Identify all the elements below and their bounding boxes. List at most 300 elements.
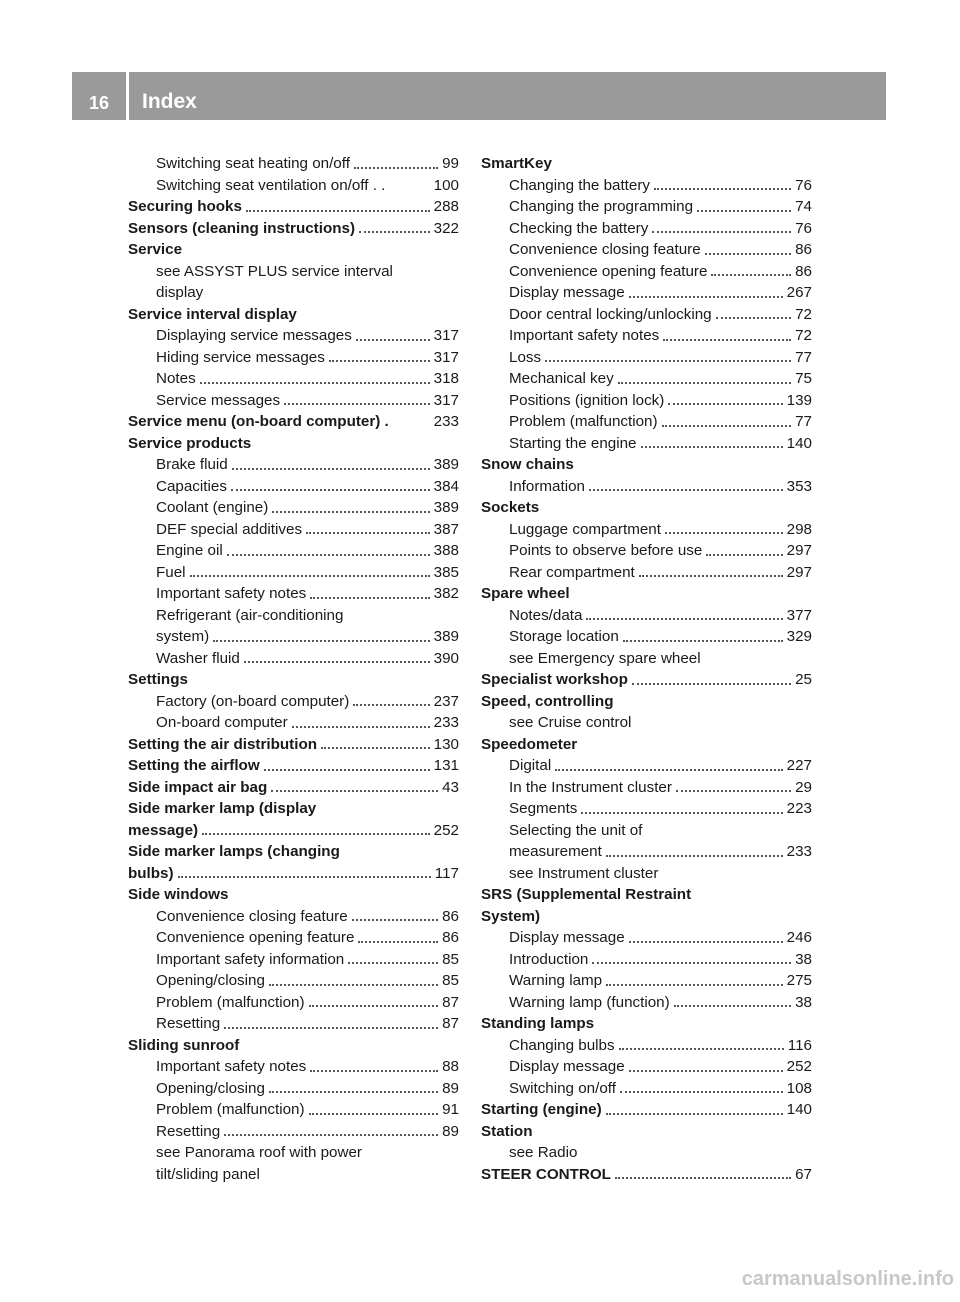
page-reference: 76 <box>795 219 812 237</box>
page-reference: 389 <box>433 628 459 645</box>
dot-leader <box>353 704 429 706</box>
index-entry <box>128 863 459 885</box>
entry-text: Opening/closing <box>156 972 265 989</box>
page-reference: 139 <box>786 391 812 409</box>
dot-leader <box>592 962 791 964</box>
entry-text: system) <box>156 628 210 645</box>
dot-leader <box>292 726 430 728</box>
dot-leader <box>632 683 791 685</box>
entry-text: Segments <box>509 800 578 817</box>
page-reference: 117 <box>434 864 459 882</box>
index-subentry <box>481 970 812 992</box>
index-entry <box>128 734 459 756</box>
index-subentry <box>128 1142 459 1164</box>
entry-text: Factory (on-board computer) <box>156 692 350 710</box>
entry-text: Changing the battery <box>509 176 651 194</box>
index-subentry <box>481 325 812 347</box>
index-entry <box>128 777 459 799</box>
header-divider <box>126 72 129 120</box>
page-reference: 317 <box>433 348 459 366</box>
entry-text: Convenience opening feature <box>509 262 708 280</box>
entry-text: Warning lamp <box>509 972 603 989</box>
page-reference: 72 <box>795 305 812 323</box>
page-reference: 85 <box>442 972 459 989</box>
index-entry <box>128 196 459 218</box>
entry-text: Washer fluid <box>156 649 240 667</box>
index-subentry <box>481 863 812 885</box>
index-subentry <box>128 175 459 197</box>
index-subentry <box>481 476 812 498</box>
entry-text: STEER CONTROL <box>481 1165 611 1183</box>
index-subentry <box>481 820 812 842</box>
index-entry <box>128 1035 459 1057</box>
entry-text: see Emergency spare wheel <box>509 649 701 667</box>
index-subentry <box>481 1078 812 1100</box>
index-subentry <box>481 1056 812 1078</box>
entry-text: see Instrument cluster <box>509 864 659 882</box>
entry-text: Coolant (engine) <box>156 499 269 516</box>
dot-leader <box>705 253 791 255</box>
entry-text: Switching seat ventilation on/off . . <box>156 176 386 194</box>
entry-text: Important safety notes <box>509 327 660 344</box>
page-reference: 297 <box>786 542 812 559</box>
dot-leader <box>620 1091 783 1093</box>
index-entry <box>481 1013 812 1035</box>
entry-text: Switching seat heating on/off <box>156 155 350 172</box>
entry-text: Checking the battery <box>509 219 649 237</box>
entry-text: In the Instrument cluster <box>509 778 672 796</box>
entry-text: bulbs) <box>128 864 174 882</box>
page-reference: 275 <box>786 972 812 989</box>
entry-text: Resetting <box>156 1015 221 1032</box>
index-entry <box>128 755 459 777</box>
page-reference: 74 <box>795 198 812 215</box>
entry-text: SmartKey <box>481 155 552 172</box>
dot-leader <box>665 532 783 534</box>
dot-leader <box>674 1005 791 1007</box>
entry-text: Specialist workshop <box>481 671 628 688</box>
entry-text: Information <box>509 477 585 495</box>
dot-leader <box>202 833 430 835</box>
index-entry <box>481 1099 812 1121</box>
index-entry <box>128 669 459 691</box>
dot-leader <box>629 296 783 298</box>
entry-text: measurement <box>509 843 602 860</box>
index-entry <box>481 454 812 476</box>
dot-leader <box>652 231 791 233</box>
page-reference: 317 <box>433 391 459 409</box>
index-subentry <box>481 927 812 949</box>
entry-text: SRS (Supplemental Restraint <box>481 886 692 903</box>
page-reference: 100 <box>433 176 459 194</box>
dot-leader <box>358 941 438 943</box>
entry-text: DEF special additives <box>156 520 303 538</box>
entry-text: Standing lamps <box>481 1015 595 1032</box>
index-subentry <box>128 368 459 390</box>
page-reference: 86 <box>795 241 812 258</box>
page-reference: 140 <box>786 1101 812 1118</box>
index-entry <box>128 304 459 326</box>
index-subentry <box>481 949 812 971</box>
entry-text: Station <box>481 1122 533 1140</box>
page-reference: 389 <box>433 499 459 516</box>
entry-text: Switching on/off <box>509 1079 616 1097</box>
entry-text: Engine oil <box>156 542 223 559</box>
index-subentry <box>128 691 459 713</box>
dot-leader <box>348 962 438 964</box>
index-entry <box>128 433 459 455</box>
index-subentry <box>128 927 459 949</box>
entry-text: Settings <box>128 671 188 688</box>
page-reference: 298 <box>786 520 812 538</box>
index-subentry <box>481 626 812 648</box>
entry-text: see ASSYST PLUS service interval <box>156 262 393 280</box>
entry-text: Problem (malfunction) <box>509 413 658 430</box>
dot-leader <box>615 1177 791 1179</box>
page-reference: 385 <box>433 563 459 581</box>
dot-leader <box>618 382 791 384</box>
page-reference: 297 <box>786 563 812 581</box>
dot-leader <box>264 769 430 771</box>
index-subentry <box>481 347 812 369</box>
index-subentry <box>481 777 812 799</box>
index-subentry <box>481 712 812 734</box>
entry-text: Important safety information <box>156 950 345 968</box>
page-reference: 233 <box>433 413 459 430</box>
entry-text: Securing hooks <box>128 198 242 215</box>
dot-leader <box>354 167 438 169</box>
index-subentry <box>481 218 812 240</box>
index-subentry <box>128 347 459 369</box>
index-entry <box>481 583 812 605</box>
dot-leader <box>246 210 430 212</box>
entry-text: Display message <box>509 1058 625 1075</box>
entry-text: Door central locking/unlocking <box>509 305 712 323</box>
entry-text: On-board computer <box>156 714 288 731</box>
index-subentry <box>128 970 459 992</box>
entry-text: Spare wheel <box>481 585 570 602</box>
dot-leader <box>662 425 792 427</box>
entry-text: Storage location <box>509 628 619 645</box>
index-entry <box>128 218 459 240</box>
dot-leader <box>716 317 791 319</box>
index-subentry <box>481 562 812 584</box>
entry-text: Speed, controlling <box>481 692 614 710</box>
entry-text: Side marker lamps (changing <box>128 843 340 860</box>
entry-text: Service messages <box>156 391 281 409</box>
index-column-right <box>481 153 812 1185</box>
dot-leader <box>269 984 438 986</box>
entry-text: Fuel <box>156 563 186 581</box>
entry-text: Sockets <box>481 499 540 516</box>
entry-text: Display message <box>509 284 625 301</box>
entry-text: Hiding service messages <box>156 348 325 366</box>
dot-leader <box>178 876 431 878</box>
entry-text: Convenience opening feature <box>156 929 355 946</box>
page-reference: 86 <box>442 907 459 925</box>
page-reference: 29 <box>795 778 812 796</box>
index-column-left <box>128 153 459 1185</box>
index-entry <box>481 669 812 691</box>
page-reference: 131 <box>433 757 459 774</box>
index-subentry <box>481 992 812 1014</box>
entry-text: Service menu (on-board computer) . <box>128 413 389 430</box>
dot-leader <box>224 1027 438 1029</box>
index-subentry <box>481 411 812 433</box>
index-subentry <box>128 1013 459 1035</box>
index-subentry <box>128 325 459 347</box>
index-entry <box>481 906 812 928</box>
page-reference: 77 <box>795 348 812 366</box>
watermark: carmanualsonline.info <box>741 1268 954 1290</box>
page-reference: 267 <box>786 284 812 301</box>
page-reference: 384 <box>433 477 459 495</box>
dot-leader <box>641 446 783 448</box>
index-subentry <box>128 282 459 304</box>
page-reference: 25 <box>795 671 812 688</box>
page-reference: 233 <box>786 843 812 860</box>
dot-leader <box>629 1070 783 1072</box>
entry-text: Points to observe before use <box>509 542 703 559</box>
index-subentry <box>128 648 459 670</box>
page-reference: 108 <box>786 1079 812 1097</box>
entry-text: see Radio <box>509 1144 578 1161</box>
index-entry <box>128 411 459 433</box>
index-subentry <box>128 992 459 1014</box>
page-reference: 76 <box>795 176 812 194</box>
index-subentry <box>481 261 812 283</box>
index-entry <box>128 841 459 863</box>
page-reference: 75 <box>795 370 812 387</box>
dot-leader <box>606 1113 783 1115</box>
index-subentry <box>128 906 459 928</box>
index-entry <box>128 239 459 261</box>
dot-leader <box>190 575 430 577</box>
entry-text: Loss <box>509 348 542 366</box>
entry-text: Changing the programming <box>509 198 694 215</box>
page-reference: 87 <box>442 993 459 1011</box>
index-subentry <box>481 798 812 820</box>
entry-text: Displaying service messages <box>156 327 352 344</box>
dot-leader <box>629 941 783 943</box>
index-subentry <box>128 390 459 412</box>
entry-text: Starting the engine <box>509 434 637 452</box>
dot-leader <box>555 769 782 771</box>
entry-text: Refrigerant (air-conditioning <box>156 606 344 624</box>
dot-leader <box>213 640 430 642</box>
page-reference: 329 <box>786 628 812 645</box>
entry-text: Luggage compartment <box>509 520 661 538</box>
index-subentry <box>128 153 459 175</box>
page-reference: 86 <box>442 929 459 946</box>
page-reference: 43 <box>442 778 459 796</box>
page-reference: 288 <box>433 198 459 215</box>
index-subentry <box>481 304 812 326</box>
entry-text: Setting the airflow <box>128 757 260 774</box>
entry-text: Display message <box>509 929 625 946</box>
dot-leader <box>271 790 438 792</box>
dot-leader <box>654 188 791 190</box>
entry-text: Sensors (cleaning instructions) <box>128 219 356 237</box>
entry-text: Service products <box>128 434 252 452</box>
entry-text: Introduction <box>509 950 589 968</box>
index-subentry <box>481 755 812 777</box>
entry-text: Starting (engine) <box>481 1101 602 1118</box>
entry-text: Side windows <box>128 886 229 903</box>
page-reference: 233 <box>433 714 459 731</box>
dot-leader <box>639 575 783 577</box>
index-subentry <box>481 282 812 304</box>
index-subentry <box>481 239 812 261</box>
dot-leader <box>356 339 430 341</box>
index-entry <box>481 734 812 756</box>
entry-text: see Cruise control <box>509 714 632 731</box>
entry-text: Problem (malfunction) <box>156 1101 305 1118</box>
page-reference: 77 <box>795 413 812 430</box>
index-entry <box>481 497 812 519</box>
entry-text: Side impact air bag <box>128 778 268 796</box>
dot-leader <box>581 812 782 814</box>
dot-leader <box>668 403 782 405</box>
index-entry <box>128 820 459 842</box>
page-reference: 389 <box>433 456 459 473</box>
index-subentry <box>128 712 459 734</box>
index-subentry <box>481 1142 812 1164</box>
index-entry <box>128 884 459 906</box>
page-reference: 88 <box>442 1058 459 1075</box>
page-reference: 67 <box>795 1165 812 1183</box>
entry-text: Important safety notes <box>156 1058 307 1075</box>
page-reference: 38 <box>795 950 812 968</box>
page-reference: 223 <box>786 800 812 817</box>
index-subentry <box>128 1121 459 1143</box>
index-subentry <box>128 497 459 519</box>
dot-leader <box>284 403 430 405</box>
page-reference: 72 <box>795 327 812 344</box>
index-subentry <box>128 949 459 971</box>
entry-text: System) <box>481 907 541 925</box>
entry-text: Side marker lamp (display <box>128 800 317 817</box>
dot-leader <box>606 855 783 857</box>
entry-text: Convenience closing feature <box>156 907 348 925</box>
index-entry <box>481 884 812 906</box>
dot-leader <box>676 790 791 792</box>
index-subentry <box>128 626 459 648</box>
index-entry <box>481 1121 812 1143</box>
dot-leader <box>231 489 430 491</box>
index-subentry <box>128 476 459 498</box>
index-subentry <box>481 390 812 412</box>
dot-leader <box>329 360 430 362</box>
entry-text: Rear compartment <box>509 563 635 581</box>
page-reference: 91 <box>442 1101 459 1118</box>
dot-leader <box>352 919 438 921</box>
dot-leader <box>706 554 782 556</box>
dot-leader <box>623 640 783 642</box>
dot-leader <box>309 1113 439 1115</box>
index-subentry <box>128 1164 459 1186</box>
index-subentry <box>481 648 812 670</box>
page-number: 16 <box>88 93 110 113</box>
page-reference: 86 <box>795 262 812 280</box>
index-subentry <box>128 261 459 283</box>
page-reference: 246 <box>786 929 812 946</box>
index-subentry <box>128 1099 459 1121</box>
index-subentry <box>128 540 459 562</box>
index-subentry <box>128 1078 459 1100</box>
dot-leader <box>272 511 429 513</box>
page-reference: 38 <box>795 993 812 1011</box>
page-reference: 252 <box>433 821 459 839</box>
entry-text: Selecting the unit of <box>509 821 643 839</box>
index-subentry <box>481 605 812 627</box>
entry-text: display <box>156 284 204 301</box>
entry-text: Service interval display <box>128 305 297 323</box>
index-subentry <box>128 519 459 541</box>
entry-text: Service <box>128 241 183 258</box>
entry-text: Important safety notes <box>156 585 307 602</box>
dot-leader <box>663 339 791 341</box>
page-reference: 116 <box>787 1036 812 1054</box>
page-reference: 140 <box>786 434 812 452</box>
page-reference: 89 <box>442 1122 459 1140</box>
index-subentry <box>128 583 459 605</box>
page-reference: 390 <box>433 649 459 667</box>
dot-leader <box>306 532 430 534</box>
index-subentry <box>128 454 459 476</box>
page-reference: 89 <box>442 1079 459 1097</box>
dot-leader <box>200 382 430 384</box>
index-entry <box>128 798 459 820</box>
dot-leader <box>586 618 782 620</box>
index-subentry <box>481 368 812 390</box>
dot-leader <box>232 468 430 470</box>
index-subentry <box>481 540 812 562</box>
index-subentry <box>481 841 812 863</box>
entry-text: Convenience closing feature <box>509 241 701 258</box>
dot-leader <box>310 597 429 599</box>
entry-text: Warning lamp (function) <box>509 993 670 1011</box>
entry-text: Sliding sunroof <box>128 1036 240 1054</box>
index-subentry <box>128 605 459 627</box>
entry-text: Setting the air distribution <box>128 735 317 753</box>
entry-text: Positions (ignition lock) <box>509 391 665 409</box>
dot-leader <box>711 274 791 276</box>
entry-text: Opening/closing <box>156 1079 265 1097</box>
dot-leader <box>606 984 783 986</box>
dot-leader <box>309 1005 439 1007</box>
entry-text: Digital <box>509 757 552 774</box>
page-reference: 252 <box>786 1058 812 1075</box>
entry-text: see Panorama roof with power <box>156 1144 362 1161</box>
page-reference: 382 <box>433 585 459 602</box>
entry-text: tilt/sliding panel <box>156 1165 260 1183</box>
index-subentry <box>128 562 459 584</box>
page-reference: 322 <box>433 219 459 237</box>
index-subentry <box>481 519 812 541</box>
dot-leader <box>310 1070 438 1072</box>
page-reference: 318 <box>433 370 459 387</box>
page-reference: 317 <box>433 327 459 344</box>
entry-text: Mechanical key <box>509 370 614 387</box>
page-reference: 87 <box>442 1015 459 1032</box>
entry-text: Speedometer <box>481 735 578 753</box>
dot-leader <box>619 1048 784 1050</box>
dot-leader <box>269 1091 438 1093</box>
page-reference: 353 <box>786 477 812 495</box>
dot-leader <box>589 489 783 491</box>
index-entry <box>481 691 812 713</box>
